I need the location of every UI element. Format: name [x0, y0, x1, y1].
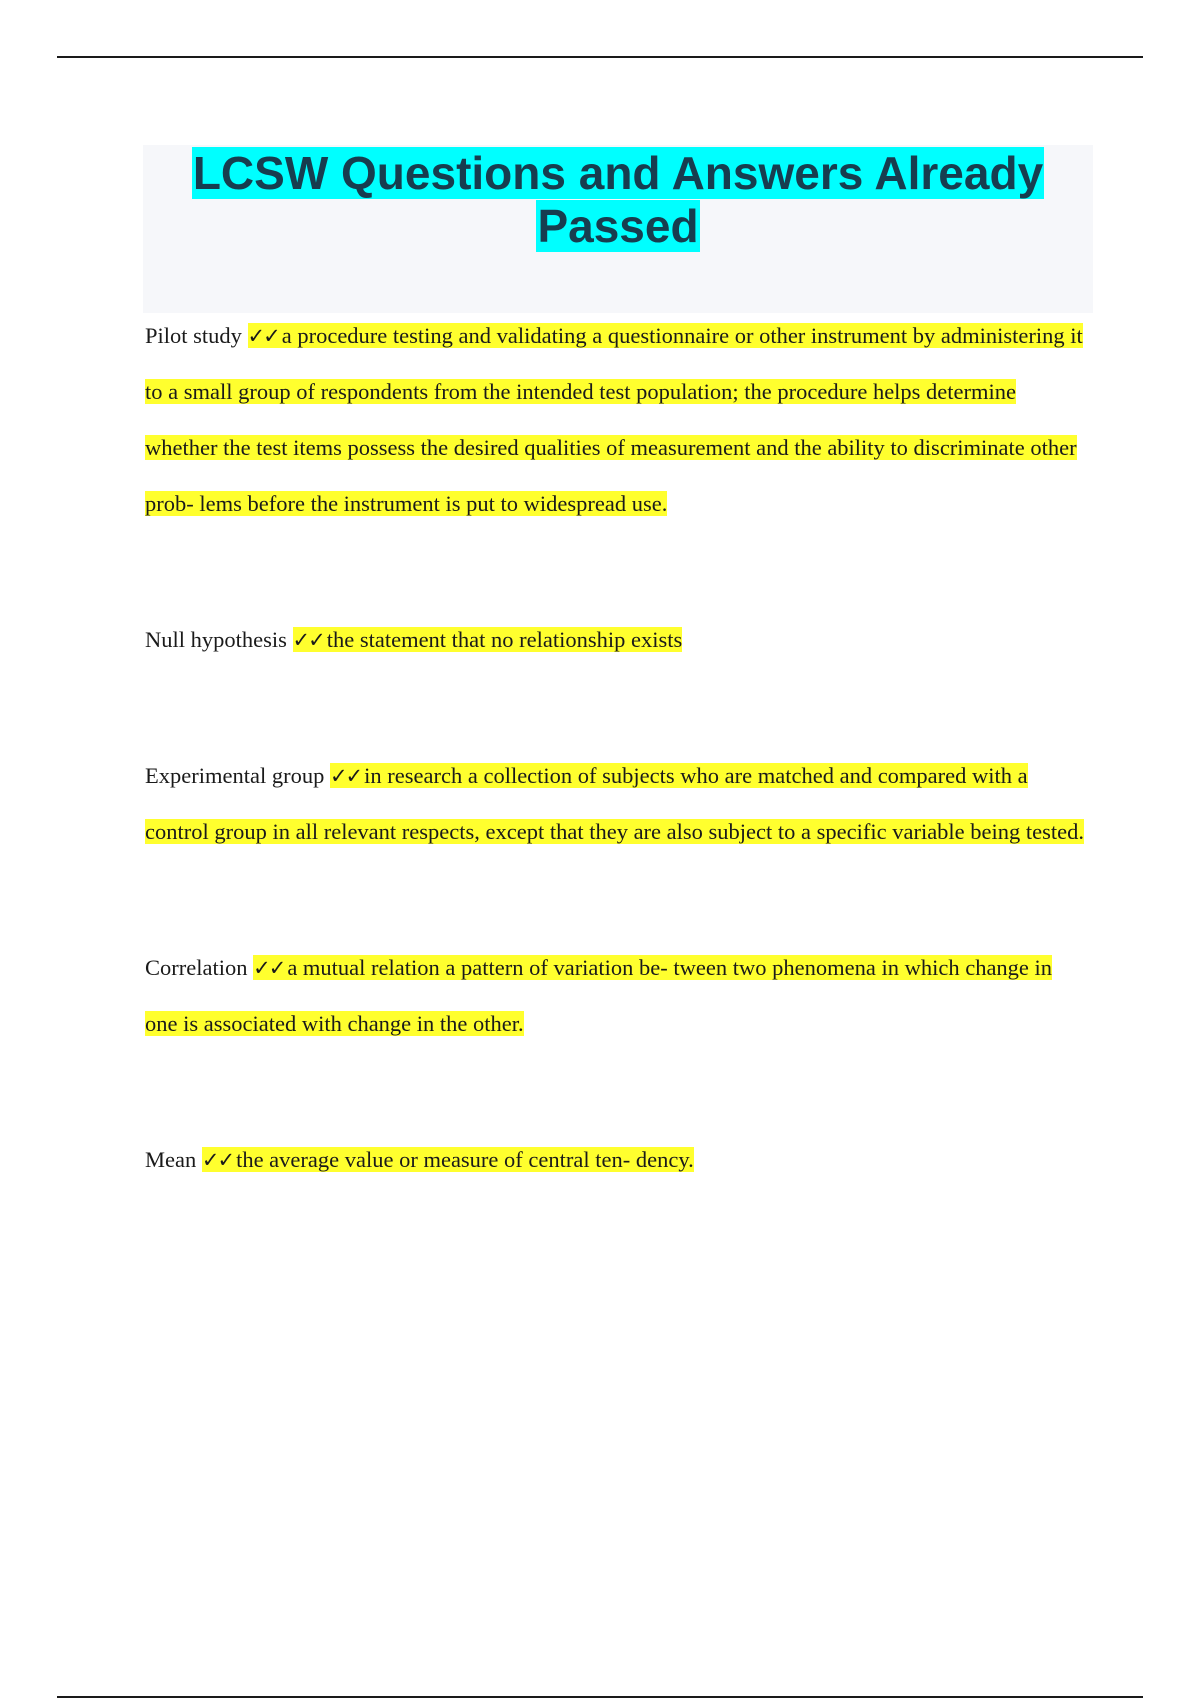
- document-title: [143, 145, 1093, 253]
- term: Mean: [145, 1147, 197, 1172]
- definition: in research a collection of subjects who are matched and compared with a control group in all relevant respects, except that they are also subject to a specific variable being tested.: [145, 763, 1085, 844]
- double-check-icon: ✓✓: [201, 1148, 234, 1172]
- qa-entry-experimental-group: [145, 748, 1090, 860]
- answer-highlight: [145, 955, 1052, 1036]
- title-highlight: LCSW Questions and Answers Already Passed: [192, 147, 1044, 252]
- term: Correlation: [145, 955, 248, 980]
- qa-list: [145, 308, 1090, 1188]
- title-block: [143, 145, 1093, 313]
- qa-entry-correlation: [145, 940, 1090, 1052]
- definition: the statement that no relationship exists: [326, 627, 683, 652]
- term: Pilot study: [145, 323, 242, 348]
- double-check-icon: ✓✓: [253, 956, 285, 980]
- qa-entry-null-hypothesis: [145, 612, 1090, 668]
- definition: a procedure testing and validating a questionnaire or other instrument by administering it to a small group of respondents from the intended test population; the procedure helps determine whether the test items possess the desired qualities of measurement and the ability to discriminate other prob- lems before the instrument is put to widespread use.: [145, 323, 1083, 516]
- double-check-icon: ✓✓: [329, 764, 362, 788]
- top-rule: [57, 56, 1143, 58]
- qa-entry-mean: [145, 1132, 1090, 1188]
- answer-highlight: [202, 1147, 694, 1172]
- answer-highlight: [293, 627, 683, 652]
- double-check-icon: ✓✓: [292, 628, 324, 652]
- definition: a mutual relation a pattern of variation be- tween two phenomena in which change in one is associated with change in the other.: [145, 955, 1053, 1036]
- term: Experimental group: [145, 763, 325, 788]
- term: Null hypothesis: [145, 627, 287, 652]
- double-check-icon: ✓✓: [247, 324, 279, 348]
- answer-highlight: [145, 323, 1083, 516]
- definition: the average value or measure of central ten- dency.: [236, 1147, 694, 1172]
- qa-entry-pilot-study: [145, 308, 1090, 532]
- bottom-rule: [57, 1696, 1143, 1698]
